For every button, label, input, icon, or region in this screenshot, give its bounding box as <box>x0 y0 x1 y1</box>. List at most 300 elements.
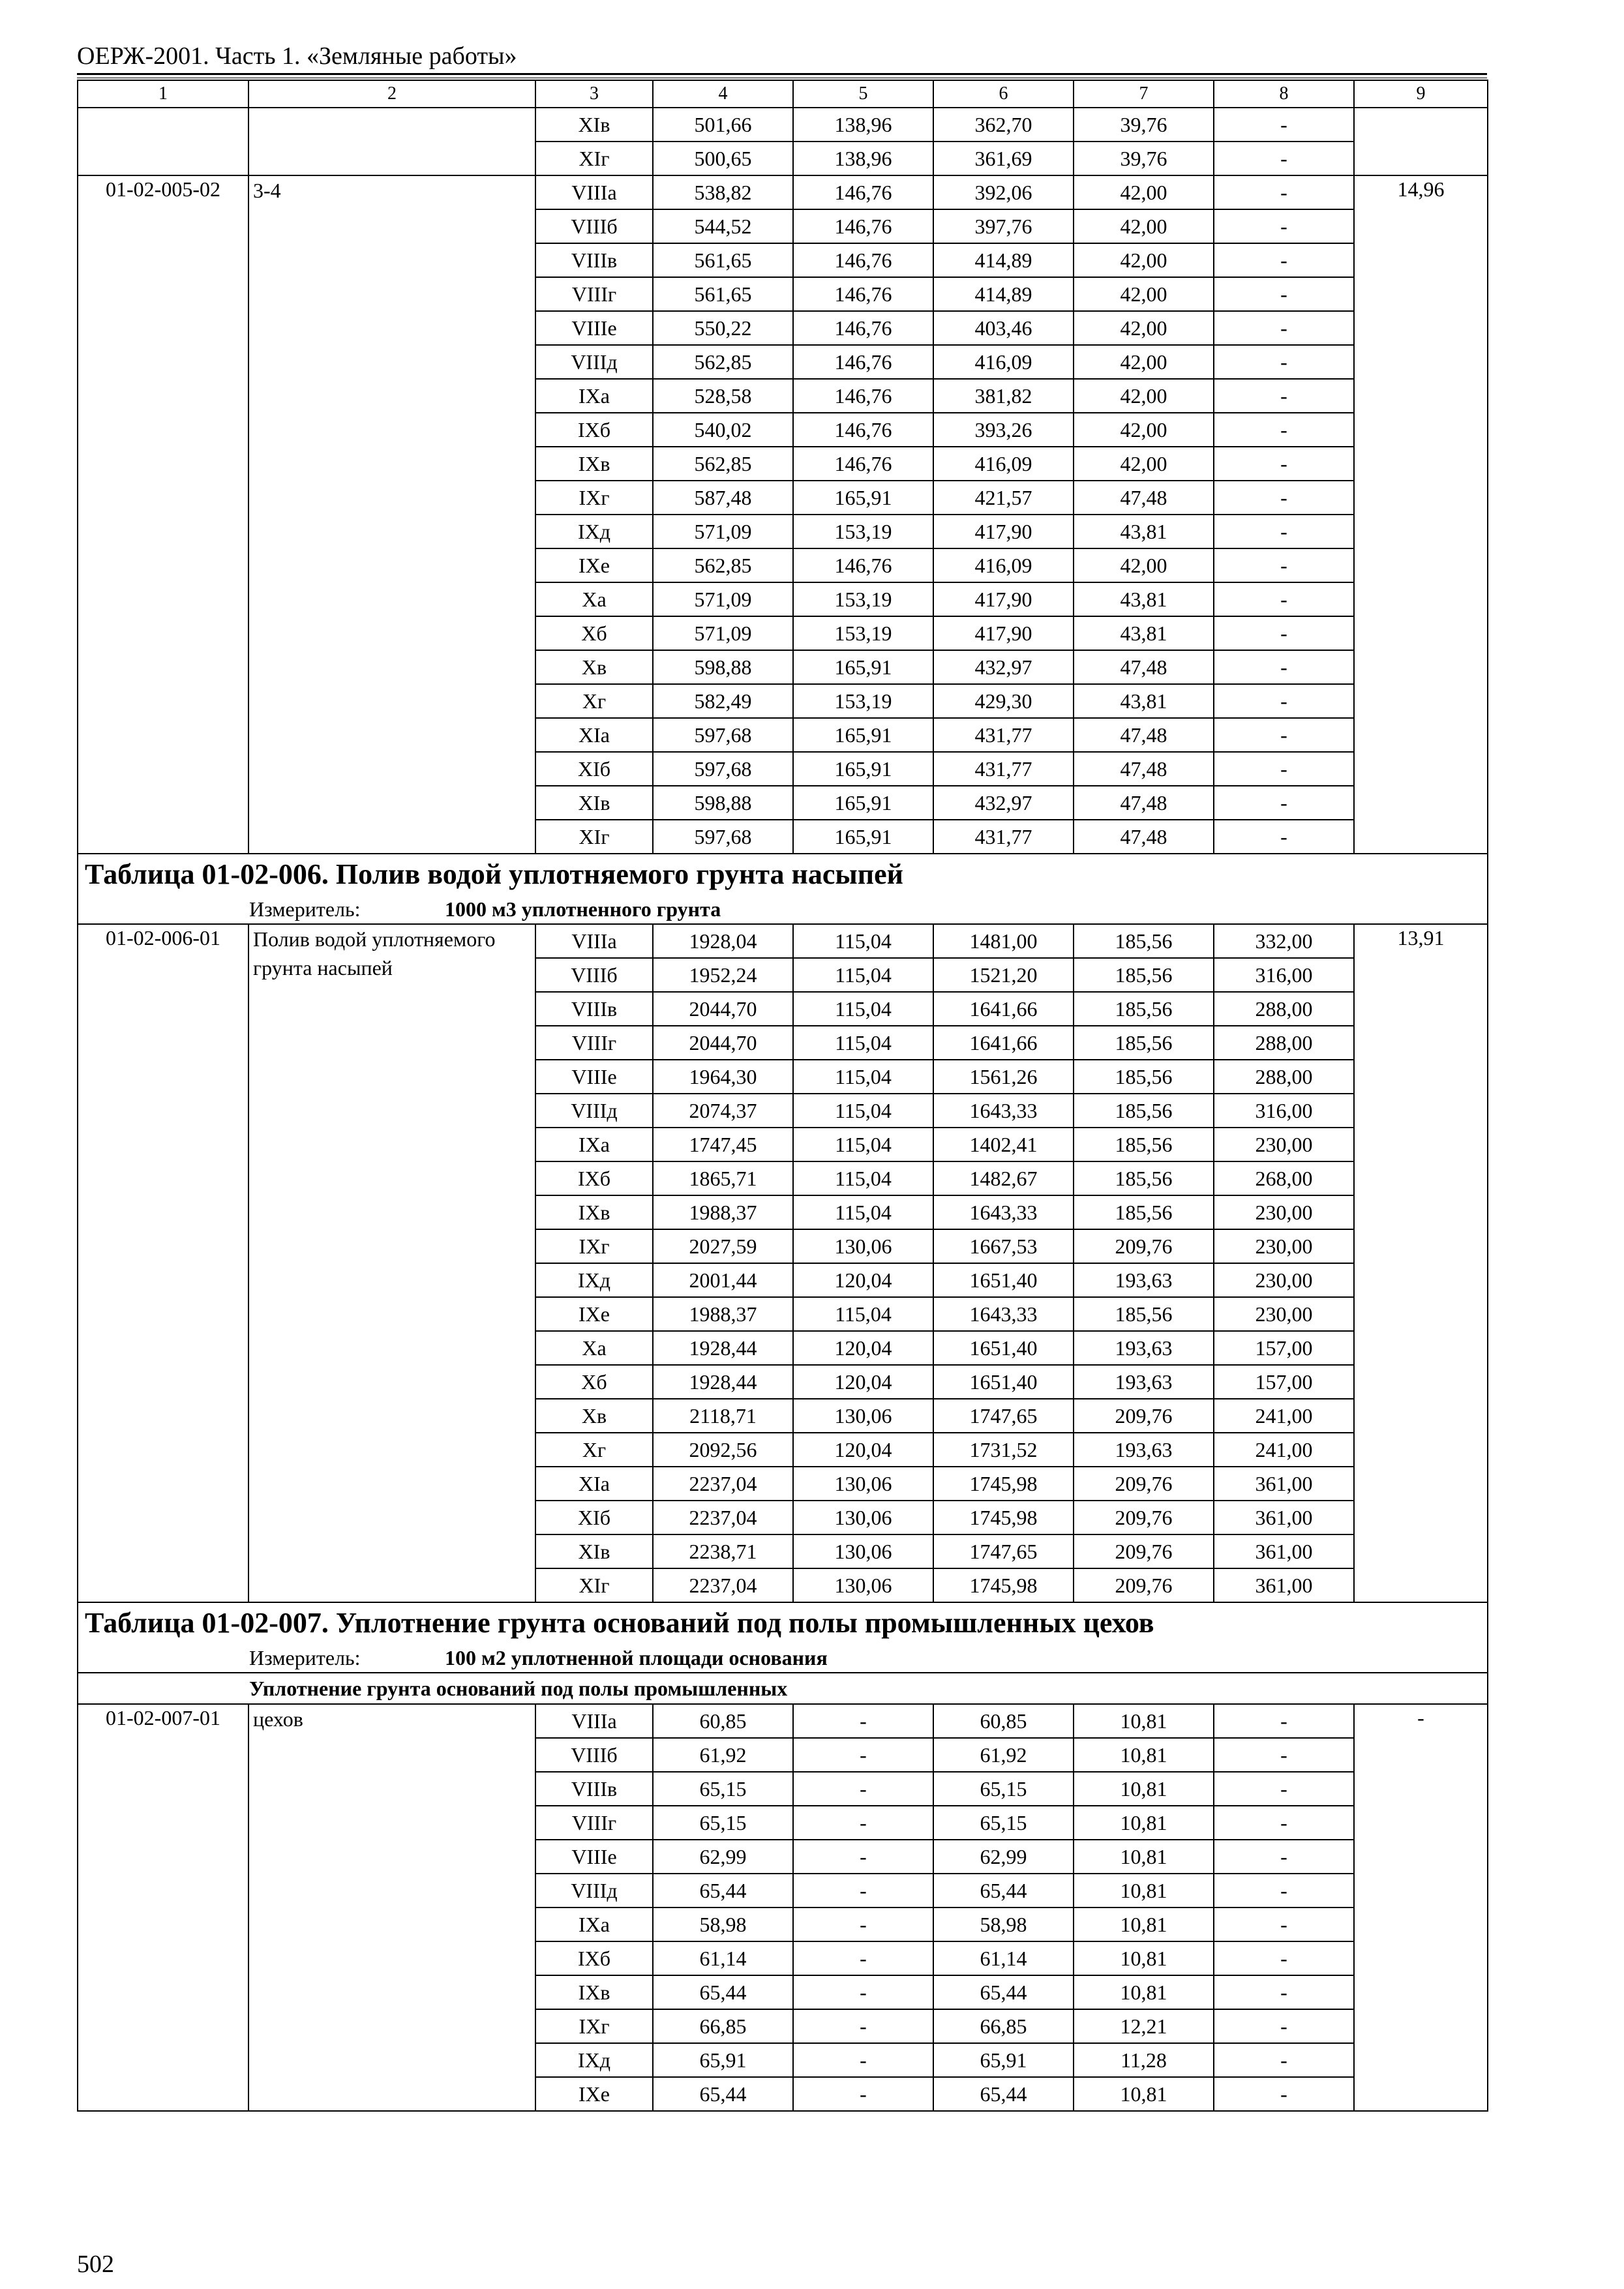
value-cell: 1747,45 <box>653 1128 793 1161</box>
value-cell: 47,48 <box>1074 752 1214 786</box>
value-cell: 1952,24 <box>653 958 793 992</box>
region-cell: VIIIа <box>535 1704 653 1738</box>
table-row <box>78 175 1488 209</box>
value-cell: 138,96 <box>793 108 933 142</box>
region-cell: VIIIв <box>535 1772 653 1806</box>
value-cell: - <box>1214 2077 1354 2111</box>
value-cell: 42,00 <box>1074 277 1214 311</box>
value-cell: 43,81 <box>1074 582 1214 616</box>
table-row <box>78 1704 1488 1738</box>
page-header: ОЕРЖ-2001. Часть 1. «Земляные работы» <box>77 42 517 70</box>
value-cell: 43,81 <box>1074 515 1214 548</box>
value-cell: 598,88 <box>653 786 793 820</box>
value-cell: 65,15 <box>653 1772 793 1806</box>
region-cell: IXд <box>535 515 653 548</box>
value-cell: 1667,53 <box>933 1229 1074 1263</box>
value-cell: 66,85 <box>653 2009 793 2043</box>
value-cell: 1988,37 <box>653 1195 793 1229</box>
value-cell: 416,09 <box>933 345 1074 379</box>
value-cell: 209,76 <box>1074 1568 1214 1602</box>
region-cell: IXв <box>535 447 653 481</box>
region-cell: IXв <box>535 1195 653 1229</box>
value-cell: 230,00 <box>1214 1263 1354 1297</box>
value-cell: - <box>1214 413 1354 447</box>
value-cell: 65,44 <box>653 1874 793 1908</box>
value-cell: 562,85 <box>653 447 793 481</box>
value-cell: 120,04 <box>793 1433 933 1467</box>
value-cell: 2044,70 <box>653 1026 793 1060</box>
value-cell: 361,00 <box>1214 1501 1354 1534</box>
unit-row <box>78 895 1488 924</box>
table-body <box>78 80 1488 2111</box>
value-cell: 209,76 <box>1074 1467 1214 1501</box>
value-cell: 528,58 <box>653 379 793 413</box>
value-cell: 115,04 <box>793 924 933 958</box>
region-cell: XIг <box>535 142 653 175</box>
value-cell: 165,91 <box>793 786 933 820</box>
value-cell: 62,99 <box>653 1840 793 1874</box>
value-cell: 42,00 <box>1074 243 1214 277</box>
value-cell: 146,76 <box>793 548 933 582</box>
value-cell: - <box>1214 1806 1354 1840</box>
region-cell: VIIIг <box>535 1026 653 1060</box>
value-cell: 47,48 <box>1074 650 1214 684</box>
value-cell: 138,96 <box>793 142 933 175</box>
value-cell: - <box>1214 2009 1354 2043</box>
header-rule <box>77 73 1487 75</box>
value-cell: 361,00 <box>1214 1568 1354 1602</box>
subheader: Уплотнение грунта оснований под полы промышленных <box>78 1673 1488 1704</box>
value-cell: 288,00 <box>1214 1026 1354 1060</box>
region-cell: VIIIе <box>535 1060 653 1094</box>
value-cell: 544,52 <box>653 209 793 243</box>
region-cell: Xг <box>535 684 653 718</box>
region-cell: IXе <box>535 2077 653 2111</box>
value-cell: - <box>1214 718 1354 752</box>
table-row <box>78 924 1488 958</box>
value-cell: 115,04 <box>793 1161 933 1195</box>
value-cell: 209,76 <box>1074 1399 1214 1433</box>
value-cell: 185,56 <box>1074 1026 1214 1060</box>
value-cell: 11,28 <box>1074 2043 1214 2077</box>
value-cell: 2092,56 <box>653 1433 793 1467</box>
value-cell: 1641,66 <box>933 992 1074 1026</box>
value-cell: 185,56 <box>1074 1060 1214 1094</box>
value-cell: 43,81 <box>1074 684 1214 718</box>
value-cell: 10,81 <box>1074 1975 1214 2009</box>
value-cell: 230,00 <box>1214 1229 1354 1263</box>
value-cell: 185,56 <box>1074 1161 1214 1195</box>
value-cell: 115,04 <box>793 958 933 992</box>
value-cell: 432,97 <box>933 786 1074 820</box>
region-cell: VIIIд <box>535 1874 653 1908</box>
value-cell: 538,82 <box>653 175 793 209</box>
value-cell: - <box>1214 175 1354 209</box>
value-cell: - <box>1214 752 1354 786</box>
value-cell: 1747,65 <box>933 1534 1074 1568</box>
value-cell: 1643,33 <box>933 1195 1074 1229</box>
value-cell: 362,70 <box>933 108 1074 142</box>
table-title: Таблица 01-02-006. Полив водой уплотняемого грунта насыпей <box>78 854 1488 895</box>
value-cell: 2118,71 <box>653 1399 793 1433</box>
value-cell: 10,81 <box>1074 1704 1214 1738</box>
value-cell: 165,91 <box>793 481 933 515</box>
value-cell: 47,48 <box>1074 786 1214 820</box>
value-cell: 130,06 <box>793 1229 933 1263</box>
value-cell: 65,44 <box>653 2077 793 2111</box>
rate-code <box>78 108 248 175</box>
value-cell: 431,77 <box>933 718 1074 752</box>
region-cell: VIIIа <box>535 924 653 958</box>
value-cell: - <box>793 1772 933 1806</box>
value-cell: 42,00 <box>1074 345 1214 379</box>
value-cell: - <box>1214 1704 1354 1738</box>
value-cell: 268,00 <box>1214 1161 1354 1195</box>
value-cell: 42,00 <box>1074 413 1214 447</box>
value-cell: 193,63 <box>1074 1365 1214 1399</box>
region-cell: VIIIг <box>535 1806 653 1840</box>
value-cell: 47,48 <box>1074 820 1214 854</box>
value-cell: - <box>793 2009 933 2043</box>
value-cell: 153,19 <box>793 582 933 616</box>
column-number: 9 <box>1354 80 1488 108</box>
value-cell: - <box>793 1704 933 1738</box>
value-cell: - <box>1214 277 1354 311</box>
value-cell: 540,02 <box>653 413 793 447</box>
value-cell: 58,98 <box>653 1908 793 1941</box>
value-cell: 1745,98 <box>933 1568 1074 1602</box>
value-cell: 416,09 <box>933 548 1074 582</box>
value-cell: 61,14 <box>653 1941 793 1975</box>
value-cell: - <box>1214 1908 1354 1941</box>
region-cell: IXб <box>535 1941 653 1975</box>
value-cell: 550,22 <box>653 311 793 345</box>
value-cell: 10,81 <box>1074 1941 1214 1975</box>
value-cell: 316,00 <box>1214 958 1354 992</box>
value-cell: 153,19 <box>793 616 933 650</box>
value-cell: 47,48 <box>1074 718 1214 752</box>
value-cell: 146,76 <box>793 175 933 209</box>
region-cell: Xв <box>535 650 653 684</box>
value-cell: 393,26 <box>933 413 1074 447</box>
region-cell: VIIIд <box>535 345 653 379</box>
region-cell: VIIIб <box>535 209 653 243</box>
value-cell: 414,89 <box>933 243 1074 277</box>
value-cell: - <box>1214 447 1354 481</box>
region-cell: IXв <box>535 1975 653 2009</box>
value-cell: 562,85 <box>653 345 793 379</box>
value-cell: - <box>1214 684 1354 718</box>
value-cell: 130,06 <box>793 1467 933 1501</box>
region-cell: Xв <box>535 1399 653 1433</box>
value-cell: 1641,66 <box>933 1026 1074 1060</box>
value-cell: 185,56 <box>1074 992 1214 1026</box>
value-cell: 1561,26 <box>933 1060 1074 1094</box>
value-cell: 146,76 <box>793 243 933 277</box>
value-cell: 47,48 <box>1074 481 1214 515</box>
region-cell: XIв <box>535 786 653 820</box>
region-cell: IXд <box>535 2043 653 2077</box>
value-cell: 1731,52 <box>933 1433 1074 1467</box>
column-numbers-row <box>78 80 1488 108</box>
value-cell: 10,81 <box>1074 1874 1214 1908</box>
value-cell: 60,85 <box>653 1704 793 1738</box>
region-cell: IXа <box>535 379 653 413</box>
value-cell: 10,81 <box>1074 1738 1214 1772</box>
value-cell: - <box>793 1738 933 1772</box>
value-cell: 361,00 <box>1214 1467 1354 1501</box>
value-cell: 417,90 <box>933 616 1074 650</box>
value-cell: 571,09 <box>653 582 793 616</box>
value-cell: 193,63 <box>1074 1263 1214 1297</box>
value-cell: 39,76 <box>1074 142 1214 175</box>
value-cell: 1482,67 <box>933 1161 1074 1195</box>
value-cell: 1928,04 <box>653 924 793 958</box>
value-cell: 2237,04 <box>653 1467 793 1501</box>
region-cell: VIIIа <box>535 175 653 209</box>
value-cell: 130,06 <box>793 1501 933 1534</box>
value-cell: - <box>793 2043 933 2077</box>
value-cell: 1865,71 <box>653 1161 793 1195</box>
value-cell: 115,04 <box>793 1060 933 1094</box>
value-cell: 66,85 <box>933 2009 1074 2043</box>
region-cell: Xа <box>535 582 653 616</box>
value-cell: - <box>793 1908 933 1941</box>
region-cell: IXа <box>535 1908 653 1941</box>
value-cell: 146,76 <box>793 311 933 345</box>
value-cell: 115,04 <box>793 1297 933 1331</box>
region-cell: XIб <box>535 752 653 786</box>
value-cell: 153,19 <box>793 684 933 718</box>
value-cell: 115,04 <box>793 1094 933 1128</box>
value-cell: 582,49 <box>653 684 793 718</box>
value-cell: 1643,33 <box>933 1297 1074 1331</box>
value-cell: - <box>793 1874 933 1908</box>
region-cell: VIIIб <box>535 958 653 992</box>
region-cell: XIв <box>535 108 653 142</box>
column-number: 1 <box>78 80 248 108</box>
value-cell: 65,44 <box>933 1874 1074 1908</box>
value-cell: 316,00 <box>1214 1094 1354 1128</box>
rate-code: 01-02-007-01 <box>78 1704 248 2111</box>
region-cell: VIIIг <box>535 277 653 311</box>
unit-cell <box>78 895 1488 924</box>
value-cell: 115,04 <box>793 1026 933 1060</box>
value-cell: 165,91 <box>793 820 933 854</box>
value-cell: 361,00 <box>1214 1534 1354 1568</box>
value-cell: - <box>1214 1738 1354 1772</box>
value-cell: 1481,00 <box>933 924 1074 958</box>
value-cell: 115,04 <box>793 1195 933 1229</box>
value-cell: 42,00 <box>1074 311 1214 345</box>
region-cell: XIг <box>535 820 653 854</box>
value-cell: - <box>1214 243 1354 277</box>
value-cell: 288,00 <box>1214 992 1354 1026</box>
region-cell: IXе <box>535 548 653 582</box>
value-cell: 165,91 <box>793 718 933 752</box>
value-cell: 146,76 <box>793 413 933 447</box>
value-cell: 42,00 <box>1074 209 1214 243</box>
value-cell: - <box>1214 345 1354 379</box>
value-cell: 65,44 <box>653 1975 793 2009</box>
region-cell: IXг <box>535 1229 653 1263</box>
region-cell: Xа <box>535 1331 653 1365</box>
value-cell: 130,06 <box>793 1399 933 1433</box>
value-cell: - <box>793 1941 933 1975</box>
value-cell: - <box>1214 616 1354 650</box>
region-cell: XIа <box>535 718 653 752</box>
value-cell: 392,06 <box>933 175 1074 209</box>
value-cell: 209,76 <box>1074 1534 1214 1568</box>
column-number: 2 <box>248 80 535 108</box>
table-title-row <box>78 1602 1488 1643</box>
value-cell: 185,56 <box>1074 1297 1214 1331</box>
region-cell: XIв <box>535 1534 653 1568</box>
value-cell: 153,19 <box>793 515 933 548</box>
value-cell: 597,68 <box>653 820 793 854</box>
value-cell: 397,76 <box>933 209 1074 243</box>
rate-name: 3-4 <box>248 175 535 854</box>
value-cell: 146,76 <box>793 209 933 243</box>
value-cell: - <box>1214 786 1354 820</box>
value-cell: 146,76 <box>793 447 933 481</box>
value-cell: 1964,30 <box>653 1060 793 1094</box>
column-number: 6 <box>933 80 1074 108</box>
unit-row <box>78 1643 1488 1673</box>
value-cell: 130,06 <box>793 1568 933 1602</box>
page-number: 502 <box>77 2251 114 2278</box>
value-cell: 120,04 <box>793 1365 933 1399</box>
value-cell: 417,90 <box>933 515 1074 548</box>
value-cell: 185,56 <box>1074 924 1214 958</box>
value-cell: - <box>1214 582 1354 616</box>
value-cell: 597,68 <box>653 752 793 786</box>
unit-label: Измеритель: <box>249 1646 361 1669</box>
value-cell: 421,57 <box>933 481 1074 515</box>
value-cell: 1651,40 <box>933 1365 1074 1399</box>
rate-name: цехов <box>248 1704 535 2111</box>
value-cell: - <box>1214 108 1354 142</box>
region-cell: IXб <box>535 1161 653 1195</box>
value-cell: 157,00 <box>1214 1331 1354 1365</box>
value-cell: - <box>1214 379 1354 413</box>
value-cell: 1651,40 <box>933 1331 1074 1365</box>
value-cell: - <box>793 1806 933 1840</box>
column-number: 3 <box>535 80 653 108</box>
value-cell: 241,00 <box>1214 1399 1354 1433</box>
value-cell: 1643,33 <box>933 1094 1074 1128</box>
column-number: 7 <box>1074 80 1214 108</box>
value-cell: 432,97 <box>933 650 1074 684</box>
value-cell: 61,92 <box>933 1738 1074 1772</box>
rates-table <box>77 80 1488 2112</box>
value-cell: 42,00 <box>1074 447 1214 481</box>
value-cell: 562,85 <box>653 548 793 582</box>
column-number: 8 <box>1214 80 1354 108</box>
value-cell: 416,09 <box>933 447 1074 481</box>
region-cell: VIIIв <box>535 243 653 277</box>
value-cell: 288,00 <box>1214 1060 1354 1094</box>
region-cell: IXд <box>535 1263 653 1297</box>
value-cell: 62,99 <box>933 1840 1074 1874</box>
unit-cell <box>78 1643 1488 1673</box>
region-cell: VIIIе <box>535 311 653 345</box>
value-cell: 65,44 <box>933 1975 1074 2009</box>
region-cell: VIIIв <box>535 992 653 1026</box>
value-cell: - <box>1214 1840 1354 1874</box>
value-cell: 10,81 <box>1074 2077 1214 2111</box>
value-cell: 2237,04 <box>653 1501 793 1534</box>
value-cell: 403,46 <box>933 311 1074 345</box>
value-cell: - <box>1214 142 1354 175</box>
value-cell: 2001,44 <box>653 1263 793 1297</box>
rate-code: 01-02-005-02 <box>78 175 248 854</box>
value-cell: - <box>1214 2043 1354 2077</box>
region-cell: IXе <box>535 1297 653 1331</box>
value-cell: 157,00 <box>1214 1365 1354 1399</box>
region-cell: Xб <box>535 616 653 650</box>
rate-code: 01-02-006-01 <box>78 924 248 1602</box>
unit-value: 1000 м3 уплотненного грунта <box>445 897 721 921</box>
value-cell: 185,56 <box>1074 1195 1214 1229</box>
unit-label: Измеритель: <box>249 897 361 921</box>
value-cell: 597,68 <box>653 718 793 752</box>
col9-value: 13,91 <box>1354 924 1488 1602</box>
value-cell: 65,15 <box>933 1772 1074 1806</box>
value-cell: 185,56 <box>1074 1094 1214 1128</box>
value-cell: 165,91 <box>793 650 933 684</box>
value-cell: 381,82 <box>933 379 1074 413</box>
value-cell: 12,21 <box>1074 2009 1214 2043</box>
region-cell: IXг <box>535 2009 653 2043</box>
value-cell: 42,00 <box>1074 379 1214 413</box>
value-cell: 185,56 <box>1074 958 1214 992</box>
value-cell: 1988,37 <box>653 1297 793 1331</box>
value-cell: - <box>1214 1874 1354 1908</box>
value-cell: 10,81 <box>1074 1908 1214 1941</box>
region-cell: Xб <box>535 1365 653 1399</box>
value-cell: 571,09 <box>653 616 793 650</box>
region-cell: VIIIб <box>535 1738 653 1772</box>
region-cell: IXа <box>535 1128 653 1161</box>
value-cell: 165,91 <box>793 752 933 786</box>
value-cell: 429,30 <box>933 684 1074 718</box>
unit-value: 100 м2 уплотненной площади основания <box>445 1646 828 1669</box>
value-cell: - <box>793 1840 933 1874</box>
value-cell: - <box>1214 209 1354 243</box>
value-cell: - <box>793 2077 933 2111</box>
value-cell: - <box>793 1975 933 2009</box>
value-cell: 58,98 <box>933 1908 1074 1941</box>
value-cell: 2027,59 <box>653 1229 793 1263</box>
value-cell: 146,76 <box>793 277 933 311</box>
value-cell: 10,81 <box>1074 1806 1214 1840</box>
value-cell: 10,81 <box>1074 1772 1214 1806</box>
value-cell: 193,63 <box>1074 1331 1214 1365</box>
value-cell: - <box>1214 548 1354 582</box>
value-cell: - <box>1214 311 1354 345</box>
value-cell: 60,85 <box>933 1704 1074 1738</box>
value-cell: 65,15 <box>653 1806 793 1840</box>
value-cell: 230,00 <box>1214 1128 1354 1161</box>
value-cell: 1928,44 <box>653 1331 793 1365</box>
value-cell: 120,04 <box>793 1263 933 1297</box>
value-cell: 587,48 <box>653 481 793 515</box>
region-cell: IXб <box>535 413 653 447</box>
value-cell: 1651,40 <box>933 1263 1074 1297</box>
value-cell: 230,00 <box>1214 1195 1354 1229</box>
value-cell: 561,65 <box>653 243 793 277</box>
